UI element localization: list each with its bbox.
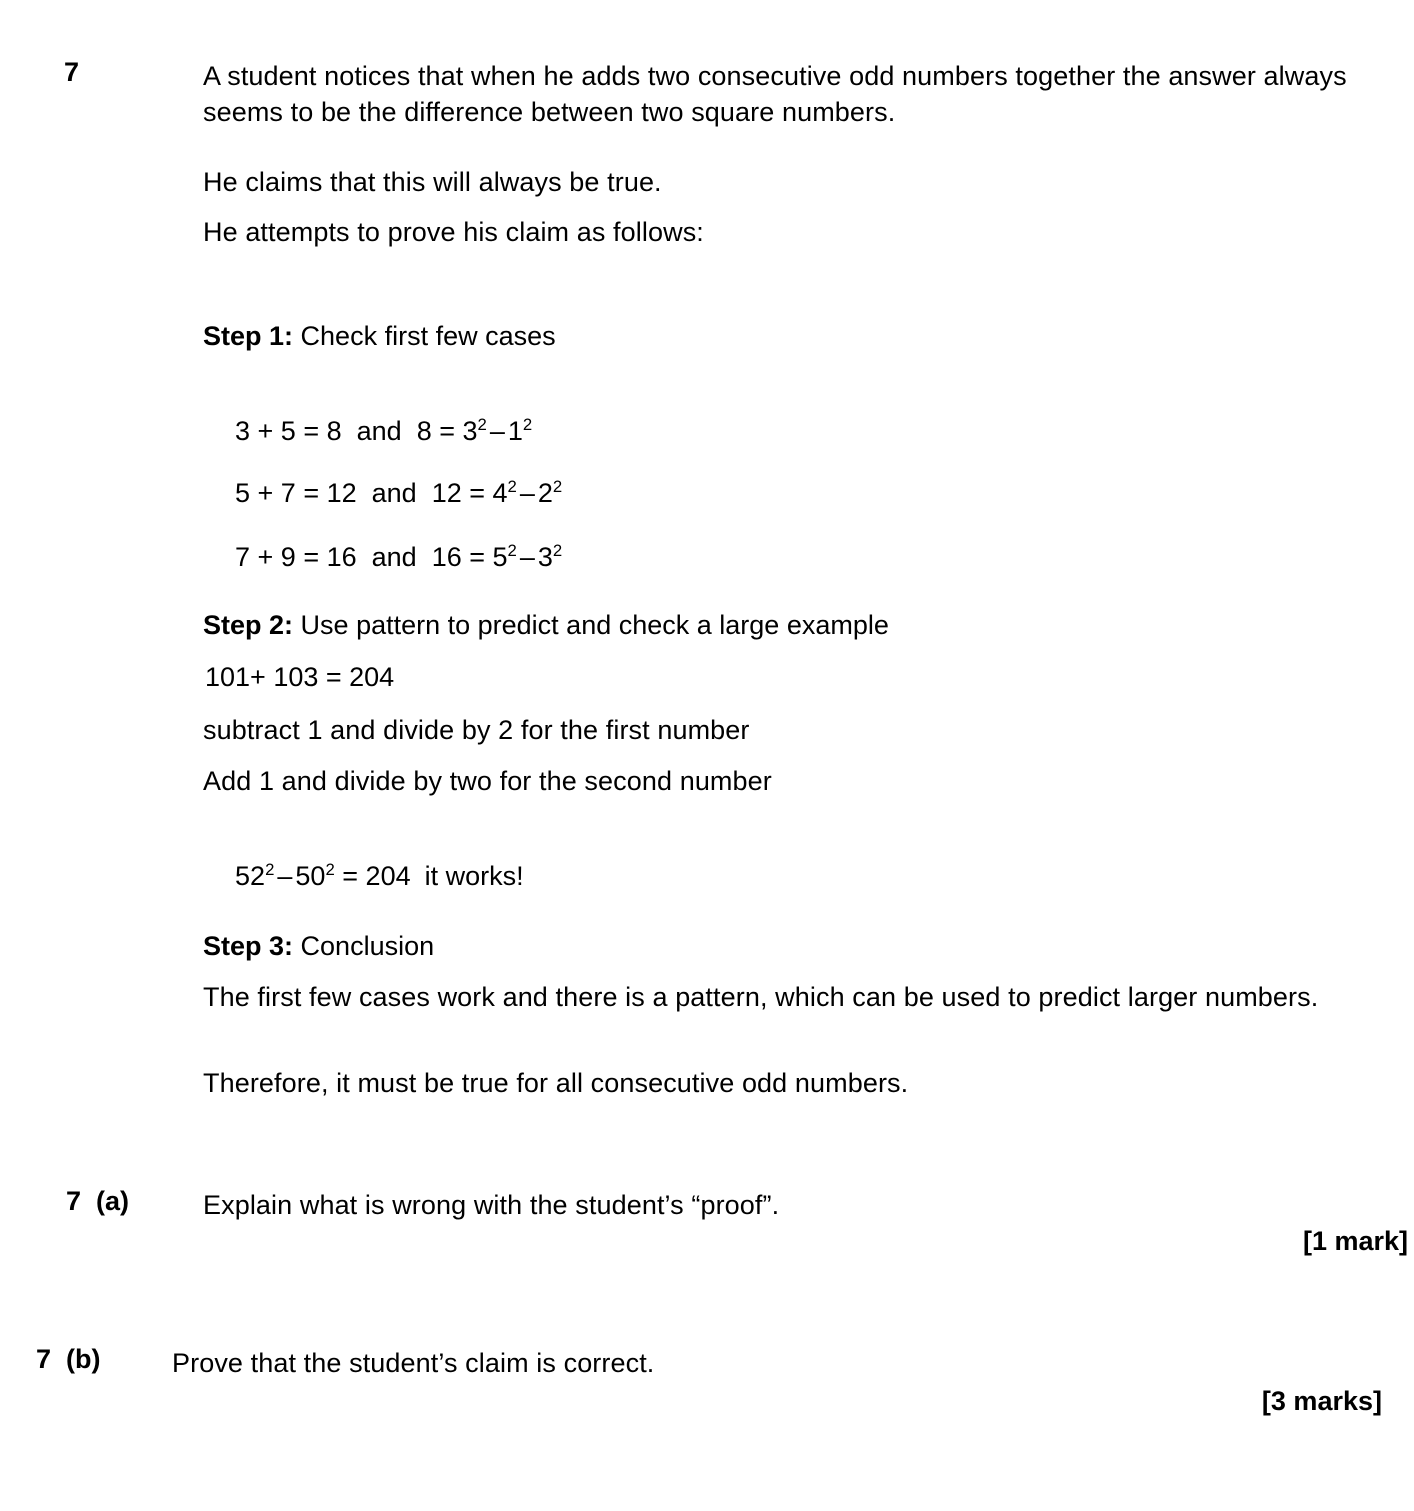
eq3-left: 7 + 9 = 16 <box>235 542 357 572</box>
check-result: = 204 <box>342 861 411 891</box>
question-intro-paragraph: A student notices that when he adds two consecutive odd numbers together the answer always seems to be the difference between two square numbers. <box>203 61 1347 127</box>
eq2-op: – <box>519 478 535 508</box>
eq1-sup1: 2 <box>477 415 487 434</box>
step-2-label: Step 2: <box>203 610 294 640</box>
step-1-title: Check first few cases <box>300 321 556 351</box>
step-2-instruction-1: subtract 1 and divide by 2 for the first number <box>203 715 750 745</box>
eq2-left: 5 + 7 = 12 <box>235 478 357 508</box>
part-a-label: 7 (a) <box>66 1186 130 1216</box>
step-2-heading <box>203 607 1253 643</box>
claim-line: He claims that this will always be true. <box>203 167 662 197</box>
eq2-base2: 2 <box>537 478 553 508</box>
eq3-right-prefix: 16 = 5 <box>431 542 508 572</box>
step-1-equation-3 <box>205 503 562 611</box>
check-comment: it works! <box>424 861 524 891</box>
check-base2: 50 <box>295 861 326 891</box>
eq3-base2: 3 <box>537 542 553 572</box>
eq2-right-prefix: 12 = 4 <box>431 478 508 508</box>
check-sup2: 2 <box>325 860 335 879</box>
question-number: 7 <box>64 57 80 87</box>
eq2-sup2: 2 <box>552 477 563 496</box>
step-3-closing: Therefore, it must be true for all consecutive odd numbers. <box>203 1068 909 1098</box>
part-a-marks: [1 mark] <box>1302 1226 1408 1256</box>
step-3-title: Conclusion <box>300 931 435 961</box>
eq3-sup2: 2 <box>552 541 563 560</box>
step-3-label: Step 3: <box>203 931 294 961</box>
part-b-marks: [3 marks] <box>1261 1386 1382 1416</box>
eq1-op: – <box>489 416 505 446</box>
step-3-paragraph: The first few cases work and there is a pattern, which can be used to predict larger numbers. <box>203 982 1319 1012</box>
eq1-connector: and <box>356 416 402 446</box>
eq1-sup2: 2 <box>522 415 533 434</box>
eq1-base2: 1 <box>507 416 523 446</box>
eq3-connector: and <box>371 542 417 572</box>
eq2-connector: and <box>371 478 417 508</box>
step-1-heading <box>203 318 1203 354</box>
part-b-label: 7 (b) <box>36 1344 101 1374</box>
eq1-left: 3 + 5 = 8 <box>235 416 342 446</box>
attempt-line: He attempts to prove his claim as follows: <box>203 217 704 247</box>
step-2-instruction-2: Add 1 and divide by two for the second number <box>203 766 772 796</box>
step-2-sum-line: 101+ 103 = 204 <box>205 662 395 692</box>
part-b-prompt: Prove that the student’s claim is correct. <box>172 1348 655 1378</box>
eq3-sup1: 2 <box>507 541 517 560</box>
eq3-op: – <box>519 542 535 572</box>
step-3-heading <box>203 928 1203 964</box>
check-op: – <box>277 861 293 891</box>
check-sup1: 2 <box>265 860 275 879</box>
check-base1: 52 <box>235 861 266 891</box>
part-a-prompt: Explain what is wrong with the student’s “proof”. <box>203 1190 780 1220</box>
step-2-title: Use pattern to predict and check a large example <box>300 610 889 640</box>
eq1-right-prefix: 8 = 3 <box>416 416 478 446</box>
step-2-check-line <box>205 822 524 930</box>
eq2-sup1: 2 <box>507 477 517 496</box>
step-1-label: Step 1: <box>203 321 294 351</box>
